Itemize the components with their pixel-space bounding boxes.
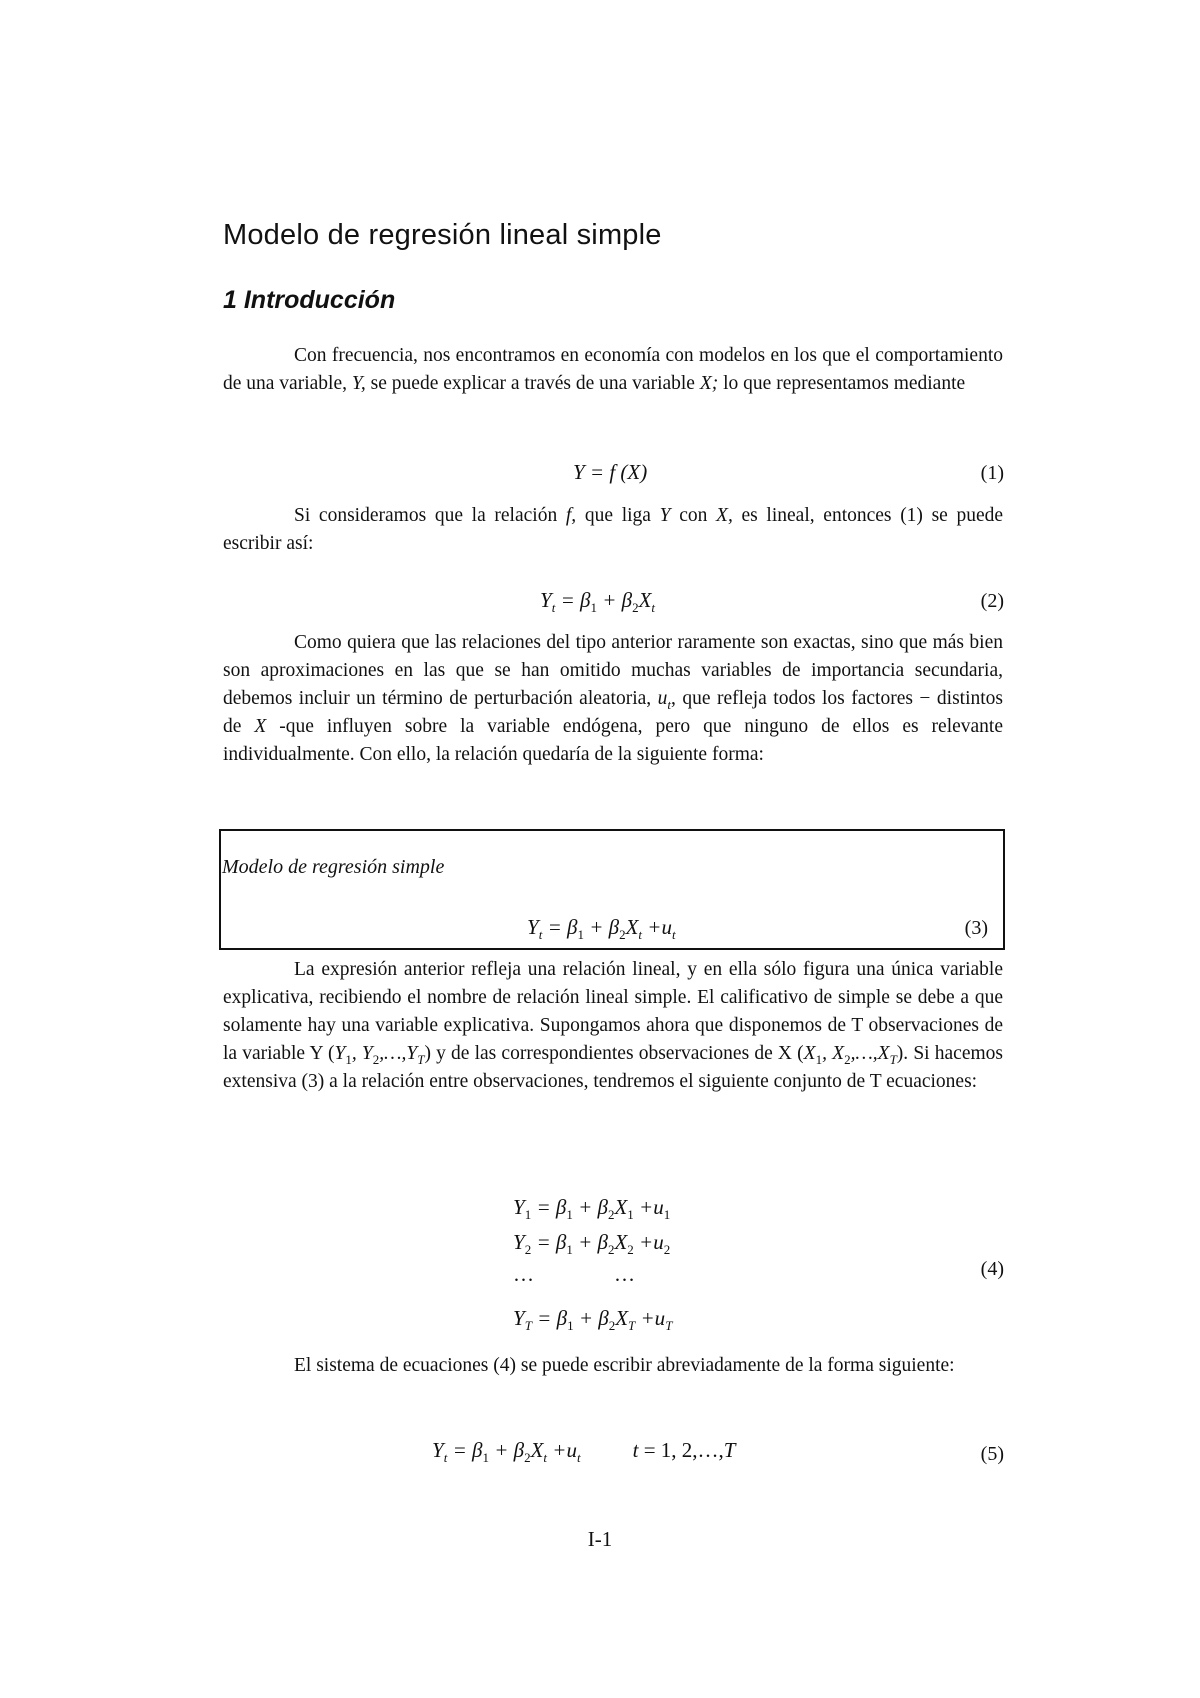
- paragraph-text: Como quiera que las relaciones del tipo anterior raramente son exactas, sino que más bien son aproximaciones en las que se han omitido muchas variables de importancia secundaria, debemos incluir un término de perturbación aleatoria,: [223, 632, 1003, 709]
- paragraph-text: ) y de las correspondientes observaciones de X (: [424, 1043, 804, 1064]
- paragraph-text: es lineal, entonces (1) se puede escribir así:: [223, 505, 1004, 554]
- equation-2: $Y_t = \beta_1 + \beta_2X_t$: [540, 588, 656, 615]
- equation-5-number: (5): [980, 1443, 1004, 1465]
- equation-2-number: (2): [980, 590, 1004, 612]
- variable-u-t: $u_t$: [657, 688, 672, 712]
- paragraph-text: se puede explicar a través de una variable: [370, 373, 695, 394]
- observations-y: $Y_1$, $Y_2,\dots,Y_T$: [334, 1043, 425, 1067]
- model-box-label: Modelo de regresión simple: [222, 856, 445, 878]
- variable-x: X,: [716, 505, 733, 526]
- paragraph-text: con: [679, 505, 708, 526]
- paragraph-text: , que refleja todos los factores − distintos de: [223, 688, 1004, 737]
- paragraph-abbreviated: El sistema de ecuaciones (4) se puede escribir abreviadamente de la forma siguiente:: [294, 1355, 955, 1376]
- paragraph-text: La expresión anterior refleja una relación lineal, y en ella sólo figura una única variable explicativa, recibiendo el nombre de relación lineal simple. El calificativo de simple se debe a que solamente hay una variable explicativa. Supongamos ahora que disponemos de T observaciones de la variable Y (: [223, 959, 1003, 1064]
- paragraph-linear: [223, 502, 1003, 558]
- equation-4-row-t: $Y_T = \beta_1 + \beta_2X_T +u_T$: [513, 1306, 673, 1333]
- paragraph-text: que liga: [584, 505, 651, 526]
- document-title: Modelo de regresión lineal simple: [223, 219, 662, 251]
- equation-4-row-1: $Y_1 = \beta_1 + \beta_2X_1 +u_1$: [513, 1195, 671, 1222]
- paragraph-observations: [223, 956, 1003, 1096]
- equation-1-number: (1): [980, 462, 1004, 484]
- variable-x: X;: [699, 373, 719, 394]
- paragraph-text: ). Si hacemos extensiva (3) a la relación entre observaciones, tendremos el siguiente conjunto de T ecuaciones:: [223, 1043, 1003, 1092]
- variable-x: X: [254, 716, 267, 737]
- equation-4-dots-right: …: [614, 1262, 635, 1286]
- paragraph-intro: [223, 342, 1003, 398]
- observations-x: $X_1$, $X_2,\dots,X_T$: [803, 1043, 897, 1067]
- paragraph-text: -que influyen sobre la variable endógena, pero que ninguno de ellos es relevante individualmente. Con ello, la relación quedaría de la siguiente forma:: [223, 716, 1004, 765]
- variable-y: Y,: [351, 373, 366, 394]
- paragraph-perturbation: [223, 629, 1003, 769]
- equation-4-row-2: $Y_2 = \beta_1 + \beta_2X_2 +u_2$: [513, 1230, 671, 1257]
- paragraph-text: Si consideramos que la relación: [294, 505, 558, 526]
- page-number: I-1: [587, 1527, 613, 1551]
- equation-3: $Y_t = \beta_1 + \beta_2X_t +u_t$: [527, 915, 676, 942]
- equation-1: Y = f (X): [573, 460, 648, 484]
- equation-4-number: (4): [980, 1258, 1004, 1280]
- equation-4-dots-left: …: [513, 1262, 534, 1286]
- equation-3-number: (3): [964, 917, 988, 939]
- variable-f: f,: [565, 505, 577, 526]
- paragraph-text: Con frecuencia, nos encontramos en economía con modelos en los que el comportamiento de una variable,: [223, 345, 1003, 394]
- section-heading: 1 Introducción: [223, 286, 396, 314]
- paragraph-text: lo que representamos mediante: [723, 373, 966, 394]
- variable-y: Y: [659, 505, 671, 526]
- equation-5: $Y_t = \beta_1 + \beta_2X_t +u_t$ t = 1, 2,…,T: [432, 1438, 736, 1465]
